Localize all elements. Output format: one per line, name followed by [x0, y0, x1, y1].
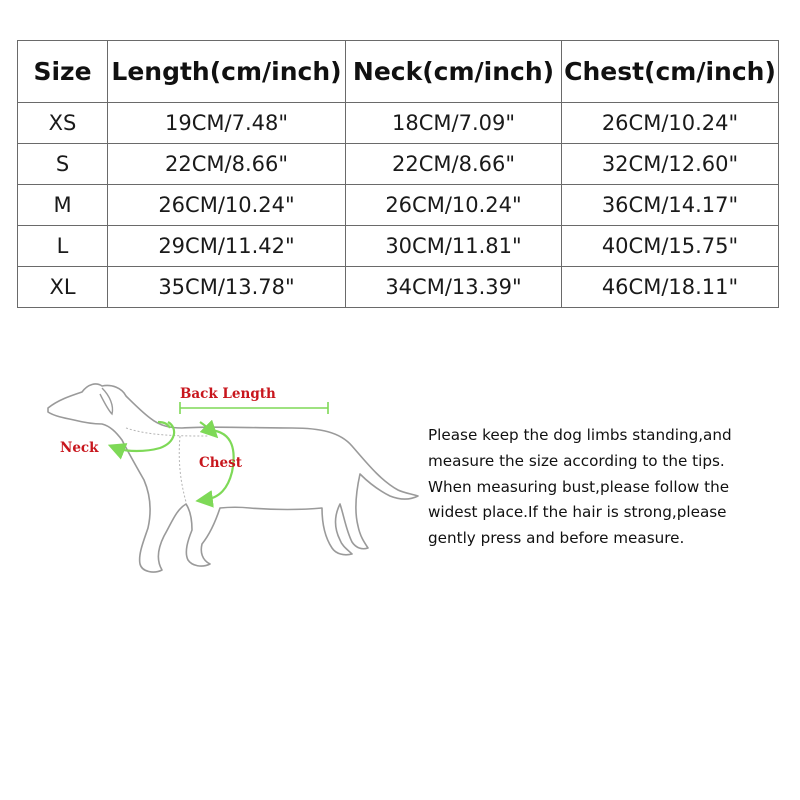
- table-row: [18, 185, 779, 226]
- back-length-label: Back Length: [180, 386, 276, 402]
- cell-size: L: [18, 226, 108, 267]
- cell-chest: 40CM/15.75": [562, 226, 779, 267]
- cell-chest: 46CM/18.11": [562, 267, 779, 308]
- cell-length: 29CM/11.42": [108, 226, 346, 267]
- dog-body-outline: [48, 384, 418, 572]
- header-neck: Neck(cm/inch): [346, 41, 562, 103]
- chest-guide: [179, 436, 186, 502]
- cell-length: 19CM/7.48": [108, 103, 346, 144]
- cell-length: 22CM/8.66": [108, 144, 346, 185]
- cell-neck: 30CM/11.81": [346, 226, 562, 267]
- chest-label: Chest: [199, 455, 242, 471]
- header-chest: Chest(cm/inch): [562, 41, 779, 103]
- cell-neck: 26CM/10.24": [346, 185, 562, 226]
- dog-outline-illustration: [30, 370, 420, 585]
- dog-measurement-diagram: [30, 370, 420, 585]
- cell-neck: 22CM/8.66": [346, 144, 562, 185]
- measurement-instructions: [428, 423, 793, 552]
- cell-neck: 34CM/13.39": [346, 267, 562, 308]
- instruction-line: gently press and before measure.: [428, 529, 685, 548]
- cell-size: XL: [18, 267, 108, 308]
- cell-size: S: [18, 144, 108, 185]
- cell-length: 26CM/10.24": [108, 185, 346, 226]
- cell-chest: 26CM/10.24": [562, 103, 779, 144]
- table-row: [18, 103, 779, 144]
- header-length: Length(cm/inch): [108, 41, 346, 103]
- cell-neck: 18CM/7.09": [346, 103, 562, 144]
- cell-chest: 36CM/14.17": [562, 185, 779, 226]
- table-row: [18, 144, 779, 185]
- size-chart-table: [17, 40, 779, 308]
- cell-size: M: [18, 185, 108, 226]
- cell-chest: 32CM/12.60": [562, 144, 779, 185]
- cell-size: XS: [18, 103, 108, 144]
- back-length-guide: [126, 428, 208, 436]
- instruction-line: measure the size according to the tips.: [428, 451, 725, 470]
- neck-label: Neck: [60, 440, 99, 456]
- dog-ear-outline: [100, 388, 113, 414]
- instruction-line: When measuring bust,please follow the: [428, 477, 730, 496]
- table-header-row: [18, 41, 779, 103]
- table-row: [18, 267, 779, 308]
- table-row: [18, 226, 779, 267]
- header-size: Size: [18, 41, 108, 103]
- instruction-line: widest place.If the hair is strong,please: [428, 503, 727, 522]
- cell-length: 35CM/13.78": [108, 267, 346, 308]
- instruction-line: Please keep the dog limbs standing,and: [428, 426, 732, 444]
